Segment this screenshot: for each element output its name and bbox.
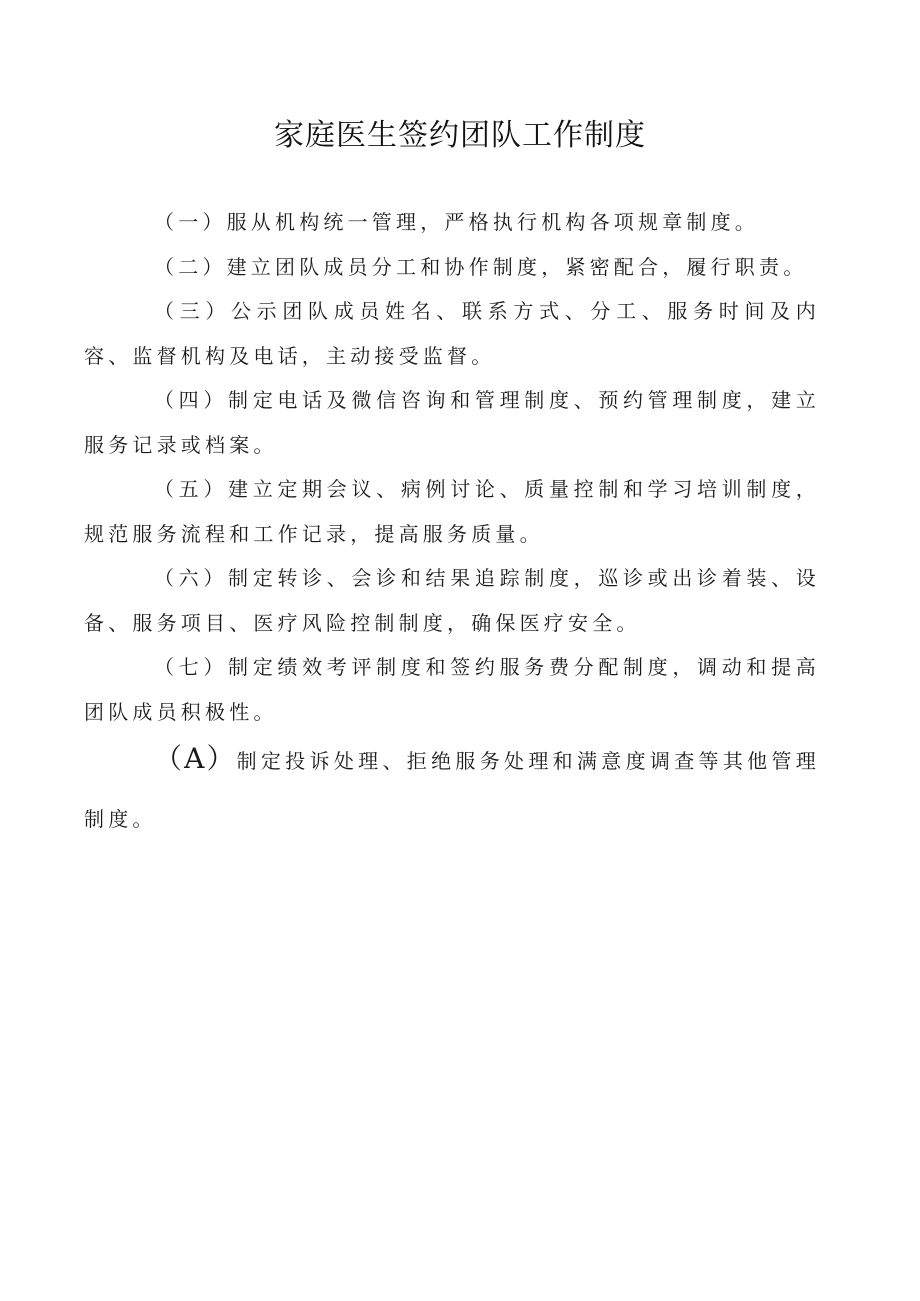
paragraph-4: （四）制定电话及微信咨询和管理制度、预约管理制度，建立服务记录或档案。 (84, 388, 820, 457)
paragraph-8 (84, 730, 820, 848)
document-body (84, 200, 820, 848)
paragraph-8-marker: （A） (154, 742, 237, 775)
paragraph-6: （六）制定转诊、会诊和结果追踪制度，巡诊或出诊着装、设备、服务项目、医疗风险控制制度，确保医疗安全。 (84, 566, 820, 635)
paragraph-3: （三）公示团队成员姓名、联系方式、分工、服务时间及内容、监督机构及电话，主动接受监督。 (84, 299, 820, 368)
document-title: 家庭医生签约团队工作制度 (274, 118, 646, 153)
paragraph-5: （五）建立定期会议、病例讨论、质量控制和学习培训制度，规范服务流程和工作记录，提高服务质量。 (84, 477, 820, 546)
paragraph-7: （七）制定绩效考评制度和签约服务费分配制度，调动和提高团队成员积极性。 (84, 655, 820, 724)
paragraph-1: （一）服从机构统一管理，严格执行机构各项规章制度。 (154, 210, 759, 234)
paragraph-2: （二）建立团队成员分工和协作制度，紧密配合，履行职责。 (154, 254, 808, 279)
paragraph-8-text: 制定投诉处理、拒绝服务处理和满意度调查等其他管理制度。 (84, 749, 820, 831)
